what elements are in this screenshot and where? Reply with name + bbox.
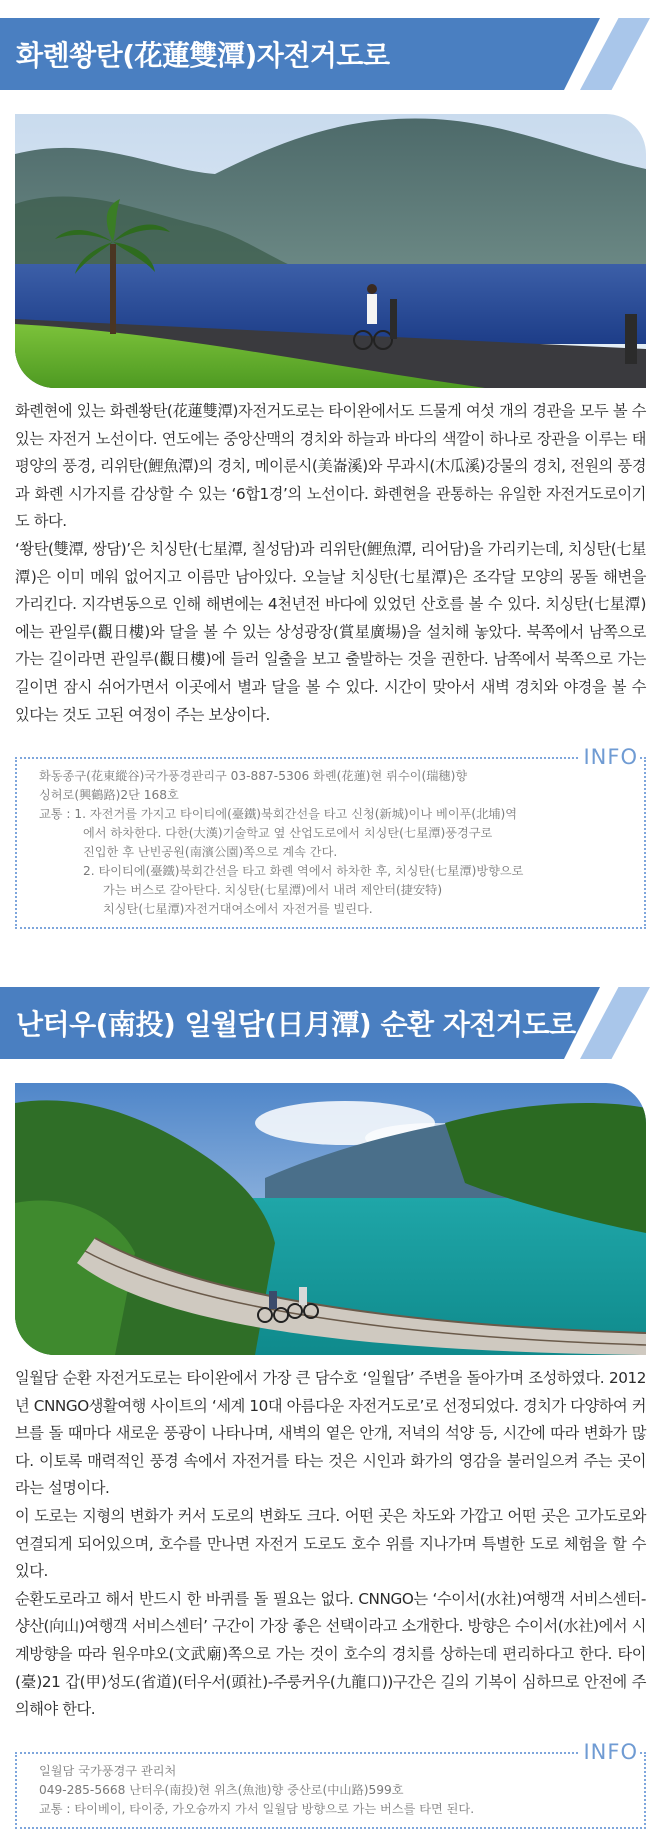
section2-info-box	[15, 1752, 646, 1829]
info-line: 교통 : 1. 자전거를 가지고 타이티에(臺鐵)북회간선을 타고 신청(新城)이나 베이푸(北埔)역	[39, 807, 518, 821]
section1-title: 화롄쐉탄(花蓮雙潭)자전거도로	[16, 39, 390, 72]
section1-info-label: INFO	[579, 745, 638, 769]
info-line: 진입한 후 난빈공원(南濱公園)쪽으로 계속 간다.	[83, 845, 338, 859]
hualien-coast-illustration	[15, 114, 646, 388]
info-line: 일월담 국가풍경구 관리처	[39, 1764, 177, 1778]
sun-moon-lake-photo	[15, 1083, 646, 1355]
section2-body	[15, 1365, 646, 1724]
section1-paragraph-1: 화롄현에 있는 화롄쐉탄(花蓮雙潭)자전거도로는 타이완에서도 드물게 여섯 개의 경관을 모두 볼 수 있는 자전거 노선이다. 연도에는 중앙산맥의 경치와 하늘과 바다의 색깔이 하나로 장관을 이루는 태평양의 풍경, 리위탄(鯉魚潭)의 경치, 메이룬시(美崙溪)와 무과시(木瓜溪)강물의 경치, 전원의 풍경과 화롄 시가지를 감상할 수 있는 ‘6합1경’의 노선이다. 화롄현을 관통하는 유일한 자전거도로이기도 하다.	[15, 402, 646, 531]
info-line: 049-285-5668 난터우(南投)현 위츠(魚池)향 중산로(中山路)599호	[39, 1783, 404, 1797]
info-line: 화동종구(花東縱谷)국가풍경관리구 03-887-5306 화롄(花蓮)현 뤼수이(瑞穗)향	[39, 769, 468, 783]
hualien-coast-photo	[15, 114, 646, 388]
info-line: 치싱탄(七星潭)자전거대여소에서 자전거를 빌린다.	[103, 902, 373, 916]
section2-paragraph-2: 이 도로는 지형의 변화가 커서 도로의 변화도 크다. 어떤 곳은 차도와 가깝고 어떤 곳은 고가도로와 연결되게 되어있으며, 호수를 만나면 자전거 도로도 호수 위를 지나가며 특별한 도로 체험을 할 수 있다.	[15, 1506, 646, 1581]
info-line: 에서 하차한다. 다한(大漢)기술학교 옆 산업도로에서 치싱탄(七星潭)풍경구로	[83, 826, 493, 840]
info-line: 교통 : 타이베이, 타이중, 가오슝까지 가서 일월담 방향으로 가는 버스를 타면 된다.	[39, 1802, 475, 1816]
section2-info	[15, 1740, 646, 1829]
section2-paragraph-3: 순환도로라고 해서 반드시 한 바퀴를 돌 필요는 없다. CNNGO는 ‘수이서(水社)여행객 서비스센터-샹산(向山)여행객 서비스센터’ 구간이 가장 좋은 선택이라고 소개한다. 방향은 수이서(水社)에서 시계방향을 따라 원우먀오(文武廟)쪽으로 가는 것이 호수의 경치를 상하는데 편리하다고 한다. 타이(臺)21 갑(甲)성도(省道)(터우서(頭社)-주룽커우(九龍口))구간은 길의 기복이 심하므로 안전에 주의해야 한다.	[15, 1589, 646, 1719]
section1-banner	[0, 18, 661, 90]
section1-info	[15, 745, 646, 929]
info-line: 2. 타이티에(臺鐵)북회간선을 타고 화롄 역에서 하차한 후, 치싱탄(七星潭)방향으로	[83, 864, 524, 878]
section2-title: 난터우(南投) 일월담(日月潭) 순환 자전거도로	[16, 1008, 576, 1041]
section1-body	[15, 398, 646, 729]
section2-info-label: INFO	[579, 1740, 638, 1764]
sun-moon-lake-illustration	[15, 1083, 646, 1355]
info-line: 가는 버스로 갈아탄다. 치싱탄(七星潭)에서 내려 제안터(捷安特)	[103, 883, 443, 897]
section1-info-box	[15, 757, 646, 929]
section2-paragraph-1: 일월담 순환 자전거도로는 타이완에서 가장 큰 담수호 ‘일월담’ 주변을 돌아가며 조성하였다. 2012년 CNNGO생활여행 사이트의 ‘세계 10대 아름다운 자전거도로’로 선정되었다. 경치가 다양하여 커브를 돌 때마다 새로운 풍광이 나타나며, 새벽의 옅은 안개, 저녁의 석양 등, 시간에 따라 변화가 많다. 이토록 매력적인 풍경 속에서 자전거를 타는 것은 시인과 화가의 영감을 불러일으켜 주는 곳이라는 설명이다.	[15, 1369, 646, 1498]
section1-paragraph-2: ‘쐉탄(雙潭, 쌍담)’은 치싱탄(七星潭, 칠성담)과 리위탄(鯉魚潭, 리어담)을 가리키는데, 치싱탄(七星潭)은 이미 메워 없어지고 이름만 남아있다. 오늘날 치싱탄(七星潭)은 조각달 모양의 몽돌 해변을 가리킨다. 지각변동으로 인해 해변에는 4천년전 바다에 있었던 산호를 볼 수 있다. 치싱탄(七星潭)에는 관일루(觀日樓)와 달을 볼 수 있는 상성광장(賞星廣場)을 설치해 놓았다. 북쪽에서 남쪽으로 가는 길이라면 관일루(觀日樓)에 들러 일출을 보고 출발하는 것을 권한다. 남쪽에서 북쪽으로 가는 길이면 잠시 쉬어가면서 이곳에서 별과 달을 볼 수 있다. 시간이 맞아서 새벽 경치와 야경을 볼 수 있다는 것도 고된 여정이 주는 보상이다.	[15, 539, 646, 724]
section2-banner	[0, 987, 661, 1059]
info-line: 싱허로(興鶴路)2단 168호	[39, 788, 179, 802]
